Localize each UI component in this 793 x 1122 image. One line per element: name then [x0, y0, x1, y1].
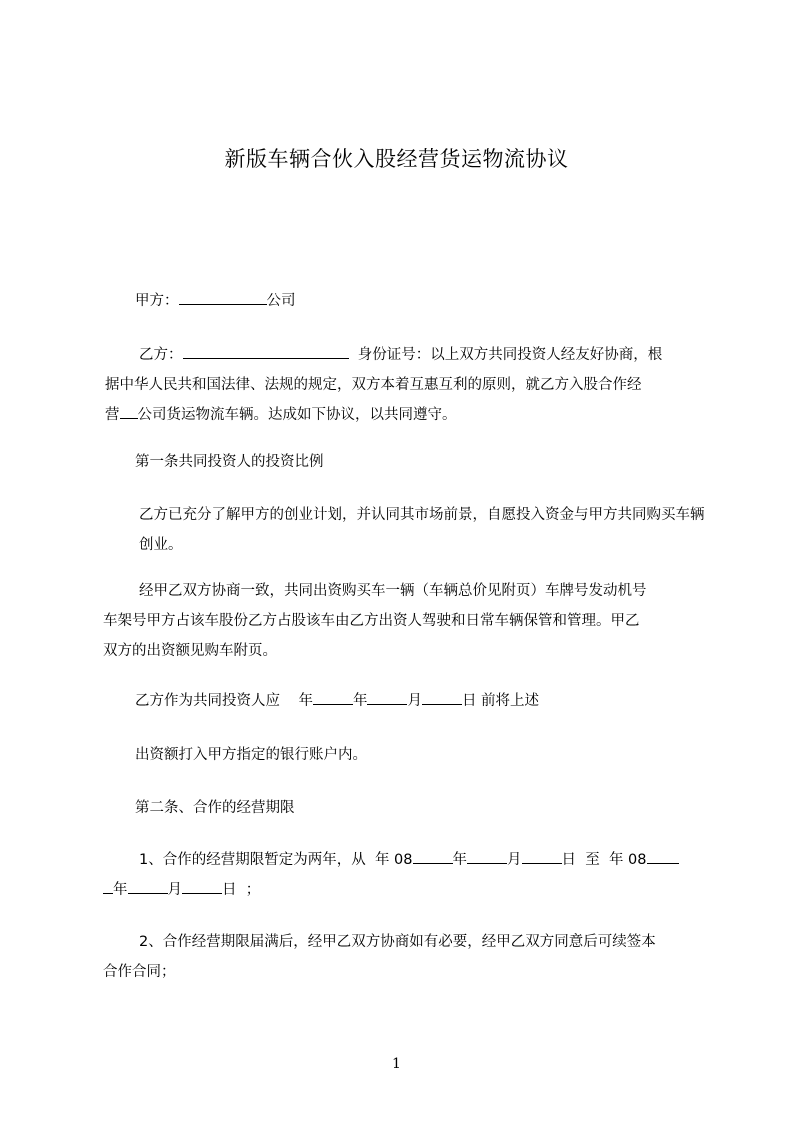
- article2-item2-line1: 2、合作经营期限届满后，经甲乙双方协商如有必要，经甲乙双方同意后可续签本: [139, 934, 656, 950]
- party-b-line2: 据中华人民共和国法律、法规的规定，双方本着互惠互利的原则，就乙方入股合作经: [105, 377, 642, 393]
- article1-para1-text: 乙方已充分了解甲方的创业计划，并认同其市场前景，自愿投入资金与甲方共同购买车辆创业。: [139, 507, 705, 553]
- item1-blank7: [182, 879, 222, 894]
- party-a-suffix: 公司: [266, 293, 296, 309]
- item1-blank4: [647, 849, 679, 864]
- day-blank: [422, 690, 462, 705]
- article1-para2: [103, 576, 713, 666]
- party-b-blank: [183, 344, 349, 359]
- party-b-text3a: 营: [105, 407, 120, 423]
- article1-heading: 第一条共同投资人的投资比例: [135, 454, 324, 470]
- party-b-text1: 以上双方共同投资人经友好协商，根: [430, 347, 663, 363]
- article1-para3: [103, 686, 713, 716]
- item1-blank2: [467, 849, 507, 864]
- item1-year2: 年 08: [608, 852, 647, 868]
- month-blank: [367, 690, 407, 705]
- document-title: 新版车辆合伙入股经营货运物流协议: [224, 147, 569, 171]
- article2-item2: [103, 927, 713, 987]
- item1-blank5: [103, 879, 113, 894]
- item1-blank1: [413, 849, 453, 864]
- item1-l2-year: 年: [113, 882, 128, 898]
- item1-l2-month: 月: [167, 882, 182, 898]
- article1-para3-a: 乙方作为共同投资人应: [135, 693, 280, 709]
- party-b-company-blank: [120, 404, 138, 419]
- party-a-label: 甲方：: [135, 293, 179, 309]
- party-b-id-label: 身份证号：: [357, 347, 431, 363]
- item1-m: 月: [507, 852, 522, 868]
- item1-blank6: [128, 879, 168, 894]
- article1-para2-line1: 经甲乙双方协商一致，共同出资购买车一辆（车辆总价见附页）车牌号发动机号: [139, 583, 647, 599]
- item1-a: 1、合作的经营期限暂定为两年，从: [139, 852, 366, 868]
- item1-l2-day: 日: [222, 882, 237, 898]
- item1-year: 年 08: [374, 852, 413, 868]
- item1-to: 至: [585, 852, 600, 868]
- article2-heading: 第二条、合作的经营期限: [135, 800, 295, 816]
- article1-para3-year2: 年: [352, 693, 368, 709]
- article2-item1: [103, 845, 713, 905]
- item1-y2: 年: [452, 852, 468, 868]
- article1-para2-line3: 双方的出资额见购车附页。: [103, 643, 277, 659]
- article2-item2-line2: 合作合同；: [103, 964, 176, 980]
- article1-para4: 出资额打入甲方指定的银行账户内。: [135, 747, 367, 763]
- item1-d: 日: [561, 852, 577, 868]
- party-b-paragraph: [103, 340, 713, 430]
- item1-blank3: [522, 849, 562, 864]
- party-a-line: [103, 286, 713, 316]
- article2-item1-line2: [103, 875, 713, 905]
- party-a-blank: [179, 290, 267, 305]
- year-blank: [313, 690, 353, 705]
- party-b-line3: [103, 400, 713, 430]
- party-b-label: 乙方：: [139, 347, 183, 363]
- article1-para3-b: 前将上述: [481, 693, 540, 709]
- article1-para3-month: 月: [407, 693, 422, 709]
- article1-para2-line2: 车架号甲方占该车股份乙方占股该车由乙方出资人驾驶和日常车辆保管和管理。甲乙: [103, 613, 640, 629]
- party-b-text3b: 公司货运物流车辆。达成如下协议，以共同遵守。: [137, 407, 457, 423]
- article1-para3-day: 日: [461, 693, 477, 709]
- article2-item1-line1: [103, 845, 713, 875]
- page-number: 1: [392, 1056, 401, 1072]
- item1-end: ；: [245, 882, 261, 898]
- article1-para1: [103, 500, 713, 560]
- article1-para3-year: 年: [298, 693, 313, 709]
- party-b-line1: [103, 340, 713, 370]
